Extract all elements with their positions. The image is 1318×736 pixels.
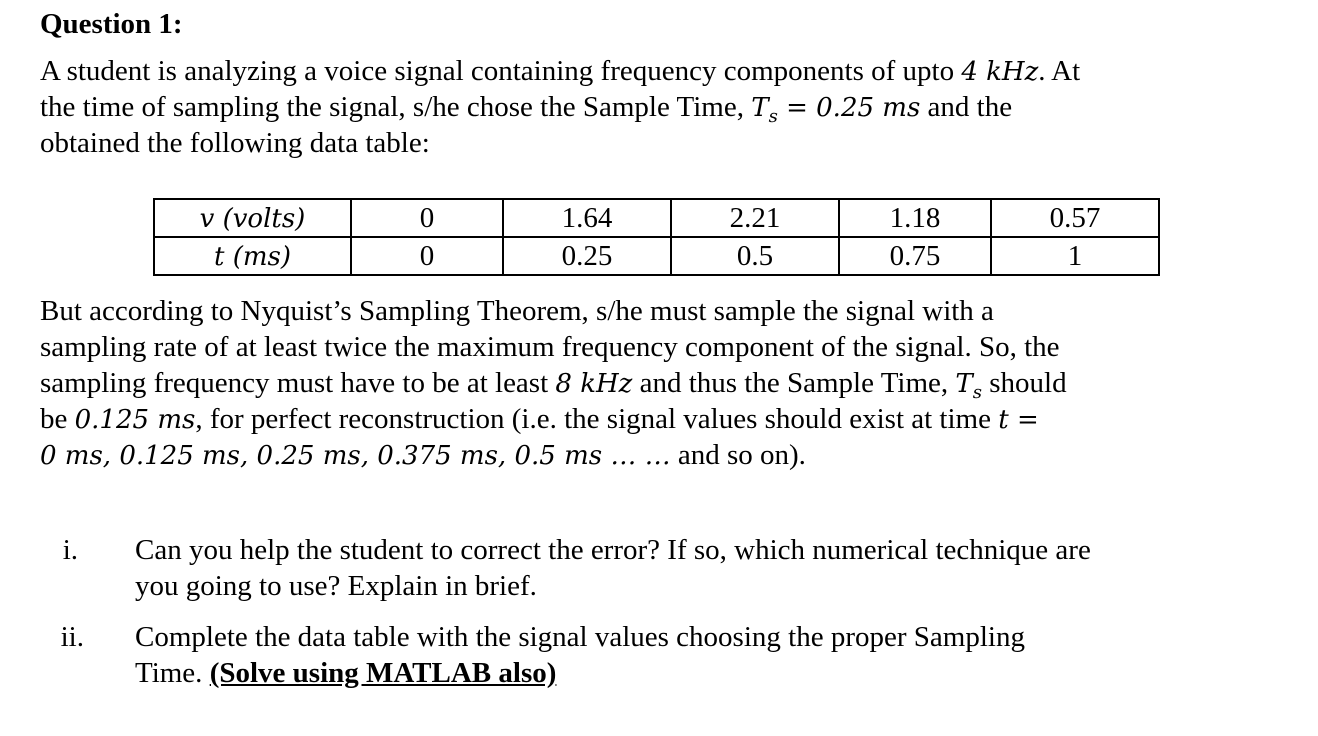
- intro-line-1: [40, 53, 1300, 89]
- explanation-text: and so on).: [670, 439, 806, 471]
- table-cell: 0: [351, 199, 503, 237]
- voltage-label: v (volts): [199, 203, 306, 234]
- data-table: [153, 198, 1160, 276]
- intro-paragraph: [40, 53, 1300, 161]
- intro-line-3: obtained the following data table:: [40, 127, 430, 159]
- explanation-line-3: [40, 365, 1300, 401]
- sample-time-symbol: T: [955, 369, 973, 399]
- explanation-line-5: [40, 437, 1300, 473]
- explanation-line-1: But according to Nyquist’s Sampling Theorem, s/he must sample the signal with a: [40, 295, 994, 327]
- explanation-line-2: sampling rate of at least twice the maximum frequency component of the signal. So, the: [40, 331, 1060, 363]
- explanation-text: sampling frequency must have to be at least: [40, 367, 556, 399]
- intro-text: and the: [920, 91, 1013, 123]
- table-cell: 0.25: [503, 237, 671, 275]
- table-cell: 2.21: [671, 199, 839, 237]
- intro-text: the time of sampling the signal, s/he chose the Sample Time,: [40, 91, 752, 123]
- explanation-text: , for perfect reconstruction (i.e. the signal values should exist at time: [195, 403, 999, 435]
- table-cell: 0.75: [839, 237, 991, 275]
- table-cell: 1: [991, 237, 1159, 275]
- table-cell: 0.5: [671, 237, 839, 275]
- explanation-text: be: [40, 403, 75, 435]
- explanation-text: should: [981, 367, 1067, 399]
- time-label: t (ms): [214, 241, 291, 272]
- explanation-paragraph: [40, 293, 1300, 473]
- item-line: Can you help the student to correct the error? If so, which numerical technique are: [135, 534, 1091, 566]
- sample-time-subscript: s: [768, 106, 778, 127]
- item-line: [135, 655, 1305, 691]
- item-number: ii.: [60, 621, 84, 653]
- table-cell: 1.64: [503, 199, 671, 237]
- item-number: i.: [62, 534, 78, 566]
- max-frequency: 4 kHz: [961, 57, 1039, 87]
- explanation-text: and thus the Sample Time,: [632, 367, 956, 399]
- sample-time-symbol: T: [751, 93, 769, 123]
- time-sequence: 0 ms, 0.125 ms, 0.25 ms, 0.375 ms, 0.5 ms … …: [40, 441, 671, 471]
- explanation-line-4: [40, 401, 1300, 437]
- intro-text: A student is analyzing a voice signal containing frequency components of upto: [40, 55, 962, 87]
- table-row-voltage: [154, 199, 1159, 237]
- intro-line-2: [40, 89, 1300, 125]
- item-line: Complete the data table with the signal values choosing the proper Sampling: [135, 621, 1025, 653]
- row-header-voltage: [154, 199, 351, 237]
- sample-time-subscript: s: [972, 382, 982, 403]
- table-cell: 1.18: [839, 199, 991, 237]
- intro-text: . At: [1038, 55, 1081, 87]
- item-line: you going to use? Explain in brief.: [135, 570, 537, 602]
- sampling-frequency: 8 kHz: [555, 369, 633, 399]
- sample-time-value: = 0.25 ms: [777, 93, 921, 123]
- item-text: [135, 619, 1305, 691]
- row-header-time: [154, 237, 351, 275]
- matlab-instruction: (Solve using MATLAB also): [209, 657, 557, 689]
- question-title: Question 1:: [40, 8, 183, 40]
- table-cell: 0.57: [991, 199, 1159, 237]
- table-cell: 0: [351, 237, 503, 275]
- time-equals: t =: [998, 405, 1039, 435]
- proper-sample-time: 0.125 ms: [74, 405, 196, 435]
- item-text: [135, 532, 1305, 604]
- table-row-time: [154, 237, 1159, 275]
- item-text-part: Time.: [135, 657, 210, 689]
